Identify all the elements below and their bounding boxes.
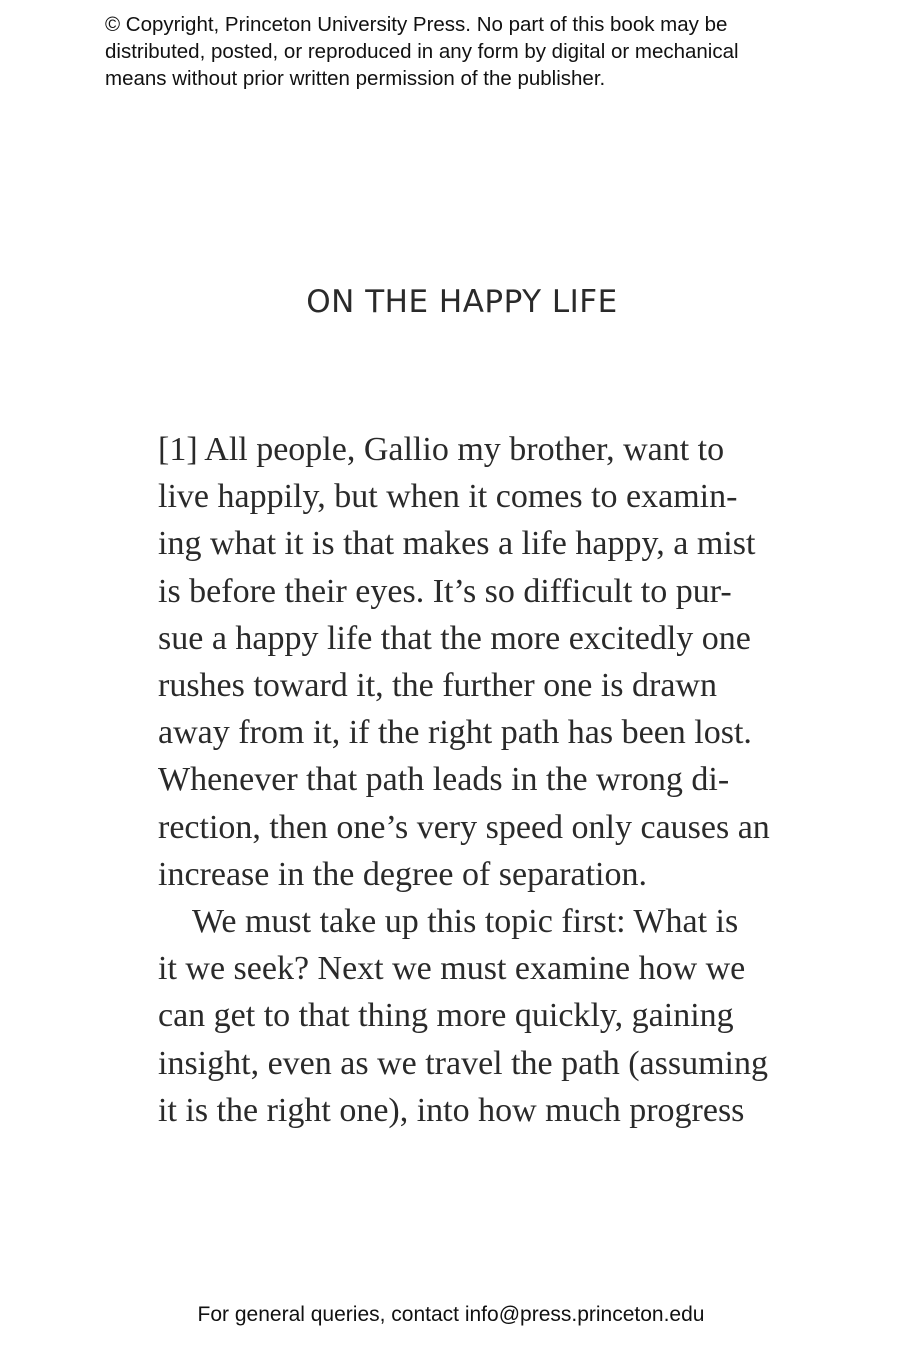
- paragraph-2-line: it is the right one), into how much progress: [158, 1091, 745, 1129]
- paragraph-1-line: live happily, but when it comes to examin-: [158, 478, 738, 516]
- paragraph-1-line: rection, then one’s very speed only causes an: [158, 808, 770, 846]
- paragraph-1-line: [1] All people, Gallio my brother, want to: [158, 431, 725, 468]
- paragraph-1-line: Whenever that path leads in the wrong di-: [158, 761, 730, 799]
- paragraph-2-line: can get to that thing more quickly, gaining: [158, 997, 734, 1035]
- paragraph-2-line: We must take up this topic first: What is: [192, 903, 739, 941]
- paragraph-1-line: rushes toward it, the further one is drawn: [158, 667, 717, 705]
- chapter-title: ON THE HAPPY LIFE: [306, 284, 618, 320]
- paragraph-1-line: is before their eyes. It’s so difficult to pur-: [158, 572, 732, 610]
- body-text: [158, 426, 798, 1134]
- paragraph-1-line: sue a happy life that the more excitedly one: [158, 619, 751, 657]
- paragraph-2-line: it we seek? Next we must examine how we: [158, 950, 746, 988]
- paragraph-1-line: ing what it is that makes a life happy, a mist: [158, 525, 756, 563]
- footer-contact: For general queries, contact info@press.princeton.edu: [197, 1303, 705, 1326]
- paragraph-1-line: increase in the degree of separation.: [158, 855, 647, 893]
- copyright-notice: © Copyright, Princeton University Press. No part of this book may be distributed, posted, or reproduced in any form by digital or mechanical means without prior written permission of the publisher.: [105, 13, 739, 90]
- paragraph-1-line: away from it, if the right path has been lost.: [158, 714, 752, 752]
- paragraph-2-line: insight, even as we travel the path (assuming: [158, 1044, 768, 1082]
